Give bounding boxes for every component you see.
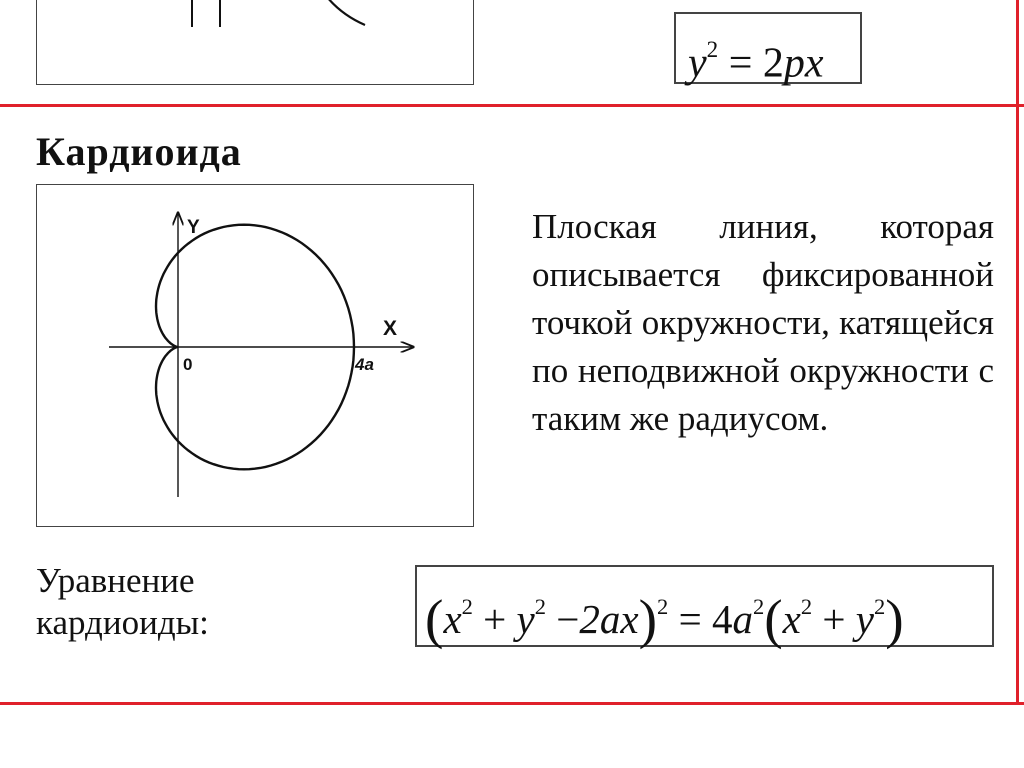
equation-label [36,560,209,644]
parabola-graph-fragment [37,0,475,86]
parabola-equation: $y^2 = 2px$ [688,36,824,87]
frame-right-border [1016,0,1019,705]
cardioid-graph-box [36,184,474,527]
frame-top-divider [0,104,1024,107]
x-axis-label: X [383,317,398,340]
equation-label-line1: Уравнение [36,561,195,600]
parabola-equation-box [674,12,862,87]
cardioid-equation-box [415,565,994,650]
y-axis-label: Y [187,217,200,238]
intercept-label: 4a [355,355,374,374]
equation-label-line2: кардиоиды: [36,603,209,642]
section-heading: Кардиоида [36,129,242,174]
cardioid-graph [37,185,475,528]
cardioid-description: Плоская линия, которая описывается фиксированной точкой окружности, катящейся по неподвижной окружности с таким же радиусом. [532,207,994,438]
parabola-graph-box [36,0,474,85]
origin-label: 0 [183,355,193,374]
cardioid-equation: $(x^2 + y^2 -2ax)^2 = 4a^2(x^2 + y^2)$ [425,588,904,650]
frame-bottom-border [0,702,1024,705]
